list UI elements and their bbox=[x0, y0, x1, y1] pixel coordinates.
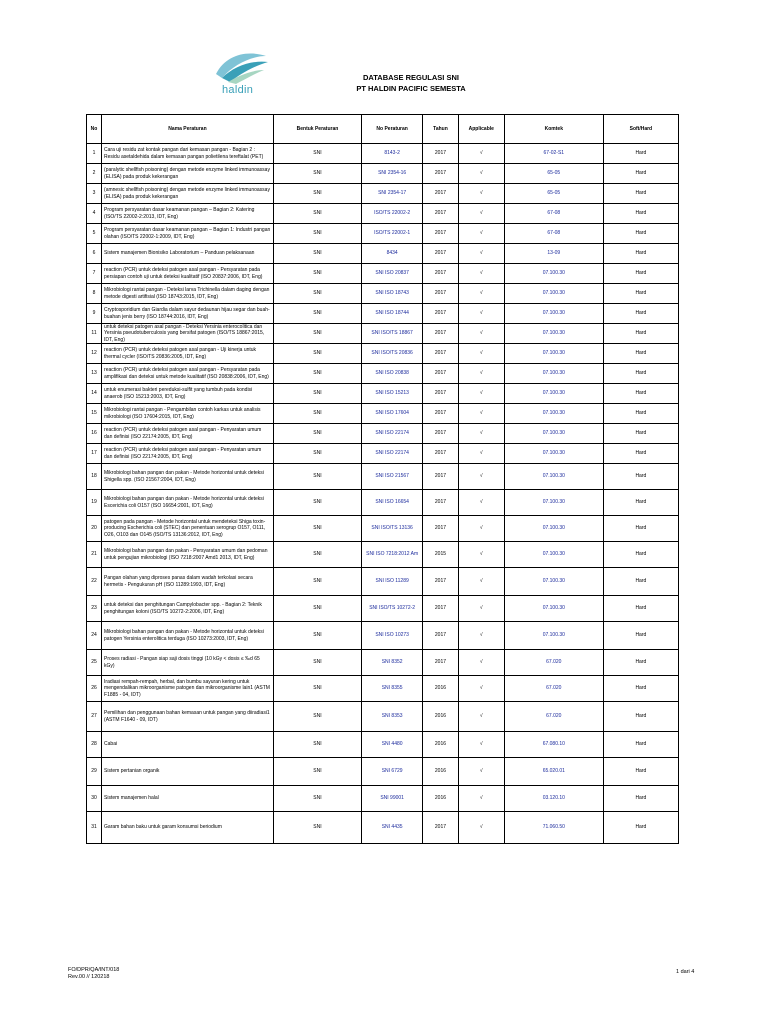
cell-nama-peraturan: reaction (PCR) untuk deteksi patogen asal pangan - Persyaratan pada amplifikasi dan deteksi untuk metode kualitatif (ISO 20838:2006, IDT, Eng) bbox=[102, 364, 274, 384]
cell-no-peraturan: SNI ISO 7218:2012 Am bbox=[362, 542, 423, 568]
table-header-row bbox=[87, 115, 679, 144]
table-row bbox=[87, 464, 679, 490]
cell-no: 12 bbox=[87, 344, 102, 364]
table-row bbox=[87, 812, 679, 844]
cell-soft-hard: Hard bbox=[603, 144, 678, 164]
document-subtitle: PT HALDIN PACIFIC SEMESTA bbox=[356, 84, 466, 93]
cell-nama-peraturan: reaction (PCR) untuk deteksi patogen asal pangan - Uji kinerja untuk thermal cycler (ISO/TS 20836:2005, IDT, Eng) bbox=[102, 344, 274, 364]
table-row bbox=[87, 758, 679, 786]
cell-soft-hard: Hard bbox=[603, 702, 678, 732]
table-row bbox=[87, 516, 679, 542]
cell-nama-peraturan: Mikrobiologi bahan pangan dan pakan - Persyaratan umum dan pedoman untuk pengujian mikrobiologi (ISO 7218:2007 Amd1 2013, IDT, Eng) bbox=[102, 542, 274, 568]
table-row bbox=[87, 244, 679, 264]
cell-komtek: 07.100.30 bbox=[504, 344, 603, 364]
logo-wordmark: haldin bbox=[222, 84, 254, 96]
cell-applicable: √ bbox=[458, 404, 504, 424]
cell-no-peraturan: SNI 8353 bbox=[362, 702, 423, 732]
cell-no-peraturan: SNI ISO/TS 18867 bbox=[362, 324, 423, 344]
cell-tahun: 2017 bbox=[423, 284, 458, 304]
cell-bentuk-peraturan: SNI bbox=[273, 516, 361, 542]
cell-no-peraturan: SNI ISO/TS 10272-2 bbox=[362, 596, 423, 622]
table-row bbox=[87, 596, 679, 622]
cell-applicable: √ bbox=[458, 284, 504, 304]
cell-nama-peraturan: Sistem pertanian organik bbox=[102, 758, 274, 786]
cell-tahun: 2016 bbox=[423, 786, 458, 812]
cell-no: 3 bbox=[87, 184, 102, 204]
cell-no-peraturan: SNI ISO 22174 bbox=[362, 424, 423, 444]
table-row bbox=[87, 344, 679, 364]
cell-no: 24 bbox=[87, 622, 102, 650]
cell-no: 21 bbox=[87, 542, 102, 568]
cell-no-peraturan: SNI ISO 17604 bbox=[362, 404, 423, 424]
cell-komtek: 03.120.10 bbox=[504, 786, 603, 812]
cell-no-peraturan: SNI ISO/TS 20836 bbox=[362, 344, 423, 364]
cell-no-peraturan: 8434 bbox=[362, 244, 423, 264]
cell-no: 4 bbox=[87, 204, 102, 224]
cell-komtek: 07.100.30 bbox=[504, 284, 603, 304]
table-row bbox=[87, 676, 679, 702]
cell-no: 16 bbox=[87, 424, 102, 444]
cell-no: 1 bbox=[87, 144, 102, 164]
document-title: DATABASE REGULASI SNI bbox=[363, 73, 459, 82]
cell-bentuk-peraturan: SNI bbox=[273, 184, 361, 204]
cell-tahun: 2016 bbox=[423, 676, 458, 702]
cell-tahun: 2017 bbox=[423, 144, 458, 164]
footer-doc-info bbox=[68, 967, 119, 981]
cell-applicable: √ bbox=[458, 264, 504, 284]
cell-no-peraturan: SNI ISO 22174 bbox=[362, 444, 423, 464]
cell-no-peraturan: SNI 2354-16 bbox=[362, 164, 423, 184]
cell-tahun: 2017 bbox=[423, 384, 458, 404]
cell-no: 19 bbox=[87, 490, 102, 516]
cell-komtek: 65.020.01 bbox=[504, 758, 603, 786]
cell-applicable: √ bbox=[458, 384, 504, 404]
cell-tahun: 2017 bbox=[423, 596, 458, 622]
cell-soft-hard: Hard bbox=[603, 304, 678, 324]
table-row bbox=[87, 304, 679, 324]
cell-soft-hard: Hard bbox=[603, 404, 678, 424]
cell-bentuk-peraturan: SNI bbox=[273, 732, 361, 758]
cell-nama-peraturan: reaction (PCR) untuk deteksi patogen asal pangan - Penyaratan umum dan definisi (ISO 22174:2005, IDT, Eng) bbox=[102, 424, 274, 444]
cell-bentuk-peraturan: SNI bbox=[273, 464, 361, 490]
cell-soft-hard: Hard bbox=[603, 596, 678, 622]
cell-bentuk-peraturan: SNI bbox=[273, 786, 361, 812]
cell-applicable: √ bbox=[458, 204, 504, 224]
document-title-block bbox=[0, 72, 768, 94]
cell-no: 8 bbox=[87, 284, 102, 304]
cell-soft-hard: Hard bbox=[603, 542, 678, 568]
cell-applicable: √ bbox=[458, 184, 504, 204]
cell-bentuk-peraturan: SNI bbox=[273, 568, 361, 596]
cell-nama-peraturan: Program persyaratan dasar keamanan pangan – Bagian 1: Industri pangan olahan (ISO/TS 22002-1:2009, IDT, Eng) bbox=[102, 224, 274, 244]
cell-tahun: 2017 bbox=[423, 516, 458, 542]
table-row bbox=[87, 164, 679, 184]
cell-soft-hard: Hard bbox=[603, 464, 678, 490]
cell-bentuk-peraturan: SNI bbox=[273, 324, 361, 344]
column-header-soft-hard: Soft/Hard bbox=[603, 115, 678, 144]
cell-komtek: 07.100.30 bbox=[504, 568, 603, 596]
cell-nama-peraturan: untuk deteksi patogen asal pangan - Deteksi Yersinia enterocolitica dan Yersinia pseudotuberculosis yang bersifat patogen (ISO/TS 18867:2015, IDT, Eng) bbox=[102, 324, 274, 344]
cell-no: 17 bbox=[87, 444, 102, 464]
cell-bentuk-peraturan: SNI bbox=[273, 596, 361, 622]
cell-nama-peraturan: Mikrobiologi rantai pangan - Deteksi larva Trichinella dalam daging dengan metode digesti artifisial (ISO 18743:2015, IDT, Eng) bbox=[102, 284, 274, 304]
cell-tahun: 2017 bbox=[423, 364, 458, 384]
cell-no: 20 bbox=[87, 516, 102, 542]
table-body bbox=[87, 144, 679, 844]
column-header-tahun: Tahun bbox=[423, 115, 458, 144]
cell-applicable: √ bbox=[458, 516, 504, 542]
cell-soft-hard: Hard bbox=[603, 444, 678, 464]
table-row bbox=[87, 732, 679, 758]
cell-applicable: √ bbox=[458, 786, 504, 812]
cell-applicable: √ bbox=[458, 444, 504, 464]
cell-no: 29 bbox=[87, 758, 102, 786]
cell-nama-peraturan: Sistem manajemen Bionisiko Laboratorium – Panduan pelaksanaan bbox=[102, 244, 274, 264]
cell-komtek: 67-08 bbox=[504, 224, 603, 244]
cell-no: 27 bbox=[87, 702, 102, 732]
cell-tahun: 2017 bbox=[423, 324, 458, 344]
cell-nama-peraturan: Mikrobiologi bahan pangan dan pakan - Metode horizontal untuk deteksi Escerichia coli O157 (ISO 16654:2001, IDT, Eng) bbox=[102, 490, 274, 516]
cell-komtek: 07.100.30 bbox=[504, 324, 603, 344]
cell-applicable: √ bbox=[458, 364, 504, 384]
table-row bbox=[87, 284, 679, 304]
cell-tahun: 2016 bbox=[423, 758, 458, 786]
cell-tahun: 2017 bbox=[423, 444, 458, 464]
cell-no: 11 bbox=[87, 324, 102, 344]
cell-tahun: 2017 bbox=[423, 812, 458, 844]
cell-soft-hard: Hard bbox=[603, 812, 678, 844]
cell-no-peraturan: ISO/TS 22002-2 bbox=[362, 204, 423, 224]
cell-no: 13 bbox=[87, 364, 102, 384]
cell-soft-hard: Hard bbox=[603, 204, 678, 224]
cell-komtek: 07.100.30 bbox=[504, 622, 603, 650]
cell-bentuk-peraturan: SNI bbox=[273, 650, 361, 676]
regulation-table bbox=[86, 114, 679, 844]
cell-soft-hard: Hard bbox=[603, 364, 678, 384]
cell-komtek: 07.100.30 bbox=[504, 304, 603, 324]
cell-komtek: 65-05 bbox=[504, 184, 603, 204]
cell-tahun: 2016 bbox=[423, 732, 458, 758]
table-row bbox=[87, 204, 679, 224]
table-row bbox=[87, 622, 679, 650]
cell-komtek: 07.100.30 bbox=[504, 424, 603, 444]
cell-tahun: 2017 bbox=[423, 622, 458, 650]
cell-nama-peraturan: Iradiasi rempah-rempah, herbal, dan bumbu sayuran kering untuk mengendalikan mikroorganisme patogen dan mikroorganisme lain1 (ASTM F1885 - 04, IDT) bbox=[102, 676, 274, 702]
cell-komtek: 67-08 bbox=[504, 204, 603, 224]
cell-no: 6 bbox=[87, 244, 102, 264]
cell-bentuk-peraturan: SNI bbox=[273, 542, 361, 568]
cell-soft-hard: Hard bbox=[603, 184, 678, 204]
table-row bbox=[87, 568, 679, 596]
cell-applicable: √ bbox=[458, 490, 504, 516]
cell-komtek: 65-05 bbox=[504, 164, 603, 184]
cell-no-peraturan: SNI ISO 11289 bbox=[362, 568, 423, 596]
cell-no: 9 bbox=[87, 304, 102, 324]
cell-bentuk-peraturan: SNI bbox=[273, 444, 361, 464]
cell-applicable: √ bbox=[458, 424, 504, 444]
table-row bbox=[87, 702, 679, 732]
cell-komtek: 07.100.30 bbox=[504, 364, 603, 384]
cell-soft-hard: Hard bbox=[603, 516, 678, 542]
cell-nama-peraturan: Garam bahan baku untuk garam konsumsi beriodium bbox=[102, 812, 274, 844]
cell-no: 30 bbox=[87, 786, 102, 812]
cell-applicable: √ bbox=[458, 144, 504, 164]
cell-no: 22 bbox=[87, 568, 102, 596]
cell-no-peraturan: SNI ISO/TS 13136 bbox=[362, 516, 423, 542]
cell-komtek: 07.100.30 bbox=[504, 596, 603, 622]
cell-bentuk-peraturan: SNI bbox=[273, 224, 361, 244]
cell-soft-hard: Hard bbox=[603, 324, 678, 344]
cell-bentuk-peraturan: SNI bbox=[273, 812, 361, 844]
cell-komtek: 67.020 bbox=[504, 702, 603, 732]
cell-bentuk-peraturan: SNI bbox=[273, 404, 361, 424]
cell-soft-hard: Hard bbox=[603, 344, 678, 364]
cell-tahun: 2017 bbox=[423, 264, 458, 284]
cell-bentuk-peraturan: SNI bbox=[273, 144, 361, 164]
cell-soft-hard: Hard bbox=[603, 490, 678, 516]
cell-tahun: 2017 bbox=[423, 164, 458, 184]
cell-nama-peraturan: Program persyaratan dasar keamanan pangan – Bagian 2: Katering (ISO/TS 22002-2:2013, IDT, Eng) bbox=[102, 204, 274, 224]
cell-komtek: 07.100.30 bbox=[504, 264, 603, 284]
cell-nama-peraturan: Cryptosporidium dan Giardia dalam sayur dedaunan hijau segar dan buah-buahan jenis berry (ISO 18744:2016, IDT, Eng) bbox=[102, 304, 274, 324]
cell-nama-peraturan: untuk deteksi dan penghitungan Campylobacter spp. - Bagian 2: Teknik penghitungan koloni (ISO/TS 10272-2:2006, IDT, Eng) bbox=[102, 596, 274, 622]
table-row bbox=[87, 364, 679, 384]
cell-tahun: 2015 bbox=[423, 542, 458, 568]
cell-bentuk-peraturan: SNI bbox=[273, 384, 361, 404]
cell-no-peraturan: SNI ISO 18743 bbox=[362, 284, 423, 304]
cell-komtek: 07.100.30 bbox=[504, 490, 603, 516]
cell-nama-peraturan: Mikrobiologi bahan pangan dan pakan - Metode horizontal untuk deteksi patogen Yersinia enterolitica terduga (ISO 10273:2003, IDT, Eng) bbox=[102, 622, 274, 650]
cell-applicable: √ bbox=[458, 702, 504, 732]
cell-applicable: √ bbox=[458, 622, 504, 650]
column-header-komtek: Komtek bbox=[504, 115, 603, 144]
column-header-bentuk: Bentuk Peraturan bbox=[273, 115, 361, 144]
cell-nama-peraturan: Pangan olahan yang diproses panas dalam wadah terkolasi secara hermetis - Pengukuran pH (ISO 11289:1993, IDT, Eng) bbox=[102, 568, 274, 596]
table-row bbox=[87, 224, 679, 244]
cell-no: 5 bbox=[87, 224, 102, 244]
cell-nama-peraturan: reaction (PCR) untuk deteksi patogen asal pangan - Penyaratan umum dan definisi (ISO 22174:2005, IDT, Eng) bbox=[102, 444, 274, 464]
cell-applicable: √ bbox=[458, 164, 504, 184]
cell-no-peraturan: SNI ISO 18744 bbox=[362, 304, 423, 324]
cell-no-peraturan: SNI 8352 bbox=[362, 650, 423, 676]
cell-nama-peraturan: Cara uji residu zat kontak pangan dari kemasan pangan - Bagian 2 : Residu asetaldehida dalam kemasan pangan polietilena tereftalat (PET) bbox=[102, 144, 274, 164]
cell-no-peraturan: SNI 8355 bbox=[362, 676, 423, 702]
column-header-nomor: No Peraturan bbox=[362, 115, 423, 144]
cell-bentuk-peraturan: SNI bbox=[273, 490, 361, 516]
cell-tahun: 2017 bbox=[423, 204, 458, 224]
cell-tahun: 2017 bbox=[423, 244, 458, 264]
cell-tahun: 2017 bbox=[423, 424, 458, 444]
table-row bbox=[87, 184, 679, 204]
cell-no-peraturan: SNI ISO 16654 bbox=[362, 490, 423, 516]
cell-soft-hard: Hard bbox=[603, 264, 678, 284]
cell-no-peraturan: SNI 4480 bbox=[362, 732, 423, 758]
cell-soft-hard: Hard bbox=[603, 758, 678, 786]
cell-no-peraturan: 8143-2 bbox=[362, 144, 423, 164]
cell-komtek: 07.100.30 bbox=[504, 404, 603, 424]
cell-no-peraturan: SNI 99001 bbox=[362, 786, 423, 812]
cell-tahun: 2017 bbox=[423, 490, 458, 516]
cell-no-peraturan: SNI ISO 10273 bbox=[362, 622, 423, 650]
cell-soft-hard: Hard bbox=[603, 384, 678, 404]
cell-applicable: √ bbox=[458, 324, 504, 344]
cell-komtek: 71.060.50 bbox=[504, 812, 603, 844]
cell-bentuk-peraturan: SNI bbox=[273, 284, 361, 304]
cell-nama-peraturan: Sistem manajemen halal bbox=[102, 786, 274, 812]
cell-komtek: 07.100.30 bbox=[504, 516, 603, 542]
cell-applicable: √ bbox=[458, 542, 504, 568]
table-row bbox=[87, 542, 679, 568]
cell-komtek: 07.100.30 bbox=[504, 464, 603, 490]
cell-applicable: √ bbox=[458, 244, 504, 264]
cell-nama-peraturan: untuk enumerasi bakteri pereduksi-sulfit yang tumbuh pada kondisi anaerob (ISO 15213:2003, IDT, Eng) bbox=[102, 384, 274, 404]
cell-tahun: 2016 bbox=[423, 702, 458, 732]
cell-nama-peraturan: (amnesic shellfish poisoning) dengan metode enzyme linked immunoassay (ELISA) pada produk kekerangan bbox=[102, 184, 274, 204]
cell-bentuk-peraturan: SNI bbox=[273, 702, 361, 732]
cell-tahun: 2017 bbox=[423, 184, 458, 204]
cell-soft-hard: Hard bbox=[603, 244, 678, 264]
cell-nama-peraturan: (paralytic shellfish poisoning) dengan metode enzyme linked immunoassay (ELISA) pada produk kekerangan bbox=[102, 164, 274, 184]
cell-nama-peraturan: patogen pada pangan - Metode horizontal untuk mendeteksi Shiga toxin-producing Escherichia coli (STEC) dan penentuan serogrup O157, O111, O26, O103 dan O145 (ISO/TS 13136:2012, IDT, Eng) bbox=[102, 516, 274, 542]
table-row bbox=[87, 324, 679, 344]
cell-applicable: √ bbox=[458, 732, 504, 758]
cell-soft-hard: Hard bbox=[603, 224, 678, 244]
cell-nama-peraturan: Cabai bbox=[102, 732, 274, 758]
cell-bentuk-peraturan: SNI bbox=[273, 758, 361, 786]
cell-soft-hard: Hard bbox=[603, 732, 678, 758]
footer-page-number: 1 dari 4 bbox=[676, 969, 695, 975]
cell-komtek: 13-09 bbox=[504, 244, 603, 264]
cell-bentuk-peraturan: SNI bbox=[273, 264, 361, 284]
cell-tahun: 2017 bbox=[423, 568, 458, 596]
cell-no-peraturan: SNI 4435 bbox=[362, 812, 423, 844]
cell-soft-hard: Hard bbox=[603, 568, 678, 596]
table-row bbox=[87, 404, 679, 424]
cell-nama-peraturan: Mikrobiologi bahan pangan dan pakan - Metode horizontal untuk deteksi Shigella spp. (ISO 21567:2004, IDT, Eng) bbox=[102, 464, 274, 490]
cell-applicable: √ bbox=[458, 344, 504, 364]
cell-bentuk-peraturan: SNI bbox=[273, 676, 361, 702]
cell-bentuk-peraturan: SNI bbox=[273, 344, 361, 364]
table-row bbox=[87, 650, 679, 676]
cell-no: 14 bbox=[87, 384, 102, 404]
cell-nama-peraturan: Pemilihan dan penggunaan bahan kemasan untuk pangan yang diiradiasi1 (ASTM F1640 - 09, IDT) bbox=[102, 702, 274, 732]
cell-applicable: √ bbox=[458, 568, 504, 596]
cell-bentuk-peraturan: SNI bbox=[273, 622, 361, 650]
column-header-no: No bbox=[87, 115, 102, 144]
cell-no: 15 bbox=[87, 404, 102, 424]
cell-applicable: √ bbox=[458, 464, 504, 490]
table-row bbox=[87, 424, 679, 444]
cell-bentuk-peraturan: SNI bbox=[273, 424, 361, 444]
cell-tahun: 2017 bbox=[423, 404, 458, 424]
cell-komtek: 67-02-S1 bbox=[504, 144, 603, 164]
cell-soft-hard: Hard bbox=[603, 786, 678, 812]
cell-soft-hard: Hard bbox=[603, 650, 678, 676]
cell-applicable: √ bbox=[458, 812, 504, 844]
cell-tahun: 2017 bbox=[423, 464, 458, 490]
cell-komtek: 67.020 bbox=[504, 676, 603, 702]
cell-soft-hard: Hard bbox=[603, 284, 678, 304]
cell-soft-hard: Hard bbox=[603, 622, 678, 650]
cell-komtek: 07.100.30 bbox=[504, 542, 603, 568]
cell-no-peraturan: SNI ISO 20838 bbox=[362, 364, 423, 384]
table-row bbox=[87, 444, 679, 464]
cell-no: 23 bbox=[87, 596, 102, 622]
cell-applicable: √ bbox=[458, 676, 504, 702]
cell-applicable: √ bbox=[458, 304, 504, 324]
cell-nama-peraturan: reaction (PCR) untuk deteksi patogen asal pangan - Persyaratan pada persiapan contoh uji untuk deteksi kualitatif (ISO 20837:2006, IDT, Eng) bbox=[102, 264, 274, 284]
cell-no-peraturan: SNI 2354-17 bbox=[362, 184, 423, 204]
footer-revision: Rev.00 // 120218 bbox=[68, 974, 110, 980]
cell-no-peraturan: SNI ISO 15213 bbox=[362, 384, 423, 404]
footer-doc-code: FO/DPR/QA/INT/018 bbox=[68, 967, 120, 973]
cell-soft-hard: Hard bbox=[603, 164, 678, 184]
cell-komtek: 07.100.30 bbox=[504, 384, 603, 404]
cell-no-peraturan: SNI ISO 20837 bbox=[362, 264, 423, 284]
cell-bentuk-peraturan: SNI bbox=[273, 164, 361, 184]
cell-no-peraturan: ISO/TS 22002-1 bbox=[362, 224, 423, 244]
cell-no: 28 bbox=[87, 732, 102, 758]
table-row bbox=[87, 490, 679, 516]
cell-no: 25 bbox=[87, 650, 102, 676]
cell-no-peraturan: SNI 6729 bbox=[362, 758, 423, 786]
cell-no-peraturan: SNI ISO 21567 bbox=[362, 464, 423, 490]
table-row bbox=[87, 144, 679, 164]
cell-bentuk-peraturan: SNI bbox=[273, 204, 361, 224]
cell-no: 2 bbox=[87, 164, 102, 184]
cell-komtek: 07.100.30 bbox=[504, 444, 603, 464]
cell-bentuk-peraturan: SNI bbox=[273, 244, 361, 264]
cell-soft-hard: Hard bbox=[603, 676, 678, 702]
cell-applicable: √ bbox=[458, 758, 504, 786]
cell-bentuk-peraturan: SNI bbox=[273, 304, 361, 324]
column-header-applicable: Applicable bbox=[458, 115, 504, 144]
cell-nama-peraturan: Proses radiasi - Pangan siap saji dosis tinggi (10 kGy < dosis ≤ ‰d 65 kGy) bbox=[102, 650, 274, 676]
cell-no: 31 bbox=[87, 812, 102, 844]
cell-tahun: 2017 bbox=[423, 650, 458, 676]
cell-applicable: √ bbox=[458, 224, 504, 244]
cell-komtek: 67.080.10 bbox=[504, 732, 603, 758]
column-header-nama: Nama Peraturan bbox=[102, 115, 274, 144]
cell-tahun: 2017 bbox=[423, 224, 458, 244]
table-row bbox=[87, 264, 679, 284]
cell-nama-peraturan: Mikrobiologi rantai pangan - Pengambilan contoh karkas untuk analisis mikrobiologi (ISO 17604:2015, IDT, Eng) bbox=[102, 404, 274, 424]
cell-applicable: √ bbox=[458, 596, 504, 622]
cell-no: 7 bbox=[87, 264, 102, 284]
cell-soft-hard: Hard bbox=[603, 424, 678, 444]
table-row bbox=[87, 384, 679, 404]
cell-komtek: 67.020 bbox=[504, 650, 603, 676]
cell-tahun: 2017 bbox=[423, 304, 458, 324]
cell-no: 26 bbox=[87, 676, 102, 702]
table-row bbox=[87, 786, 679, 812]
cell-applicable: √ bbox=[458, 650, 504, 676]
cell-bentuk-peraturan: SNI bbox=[273, 364, 361, 384]
cell-no: 18 bbox=[87, 464, 102, 490]
cell-tahun: 2017 bbox=[423, 344, 458, 364]
